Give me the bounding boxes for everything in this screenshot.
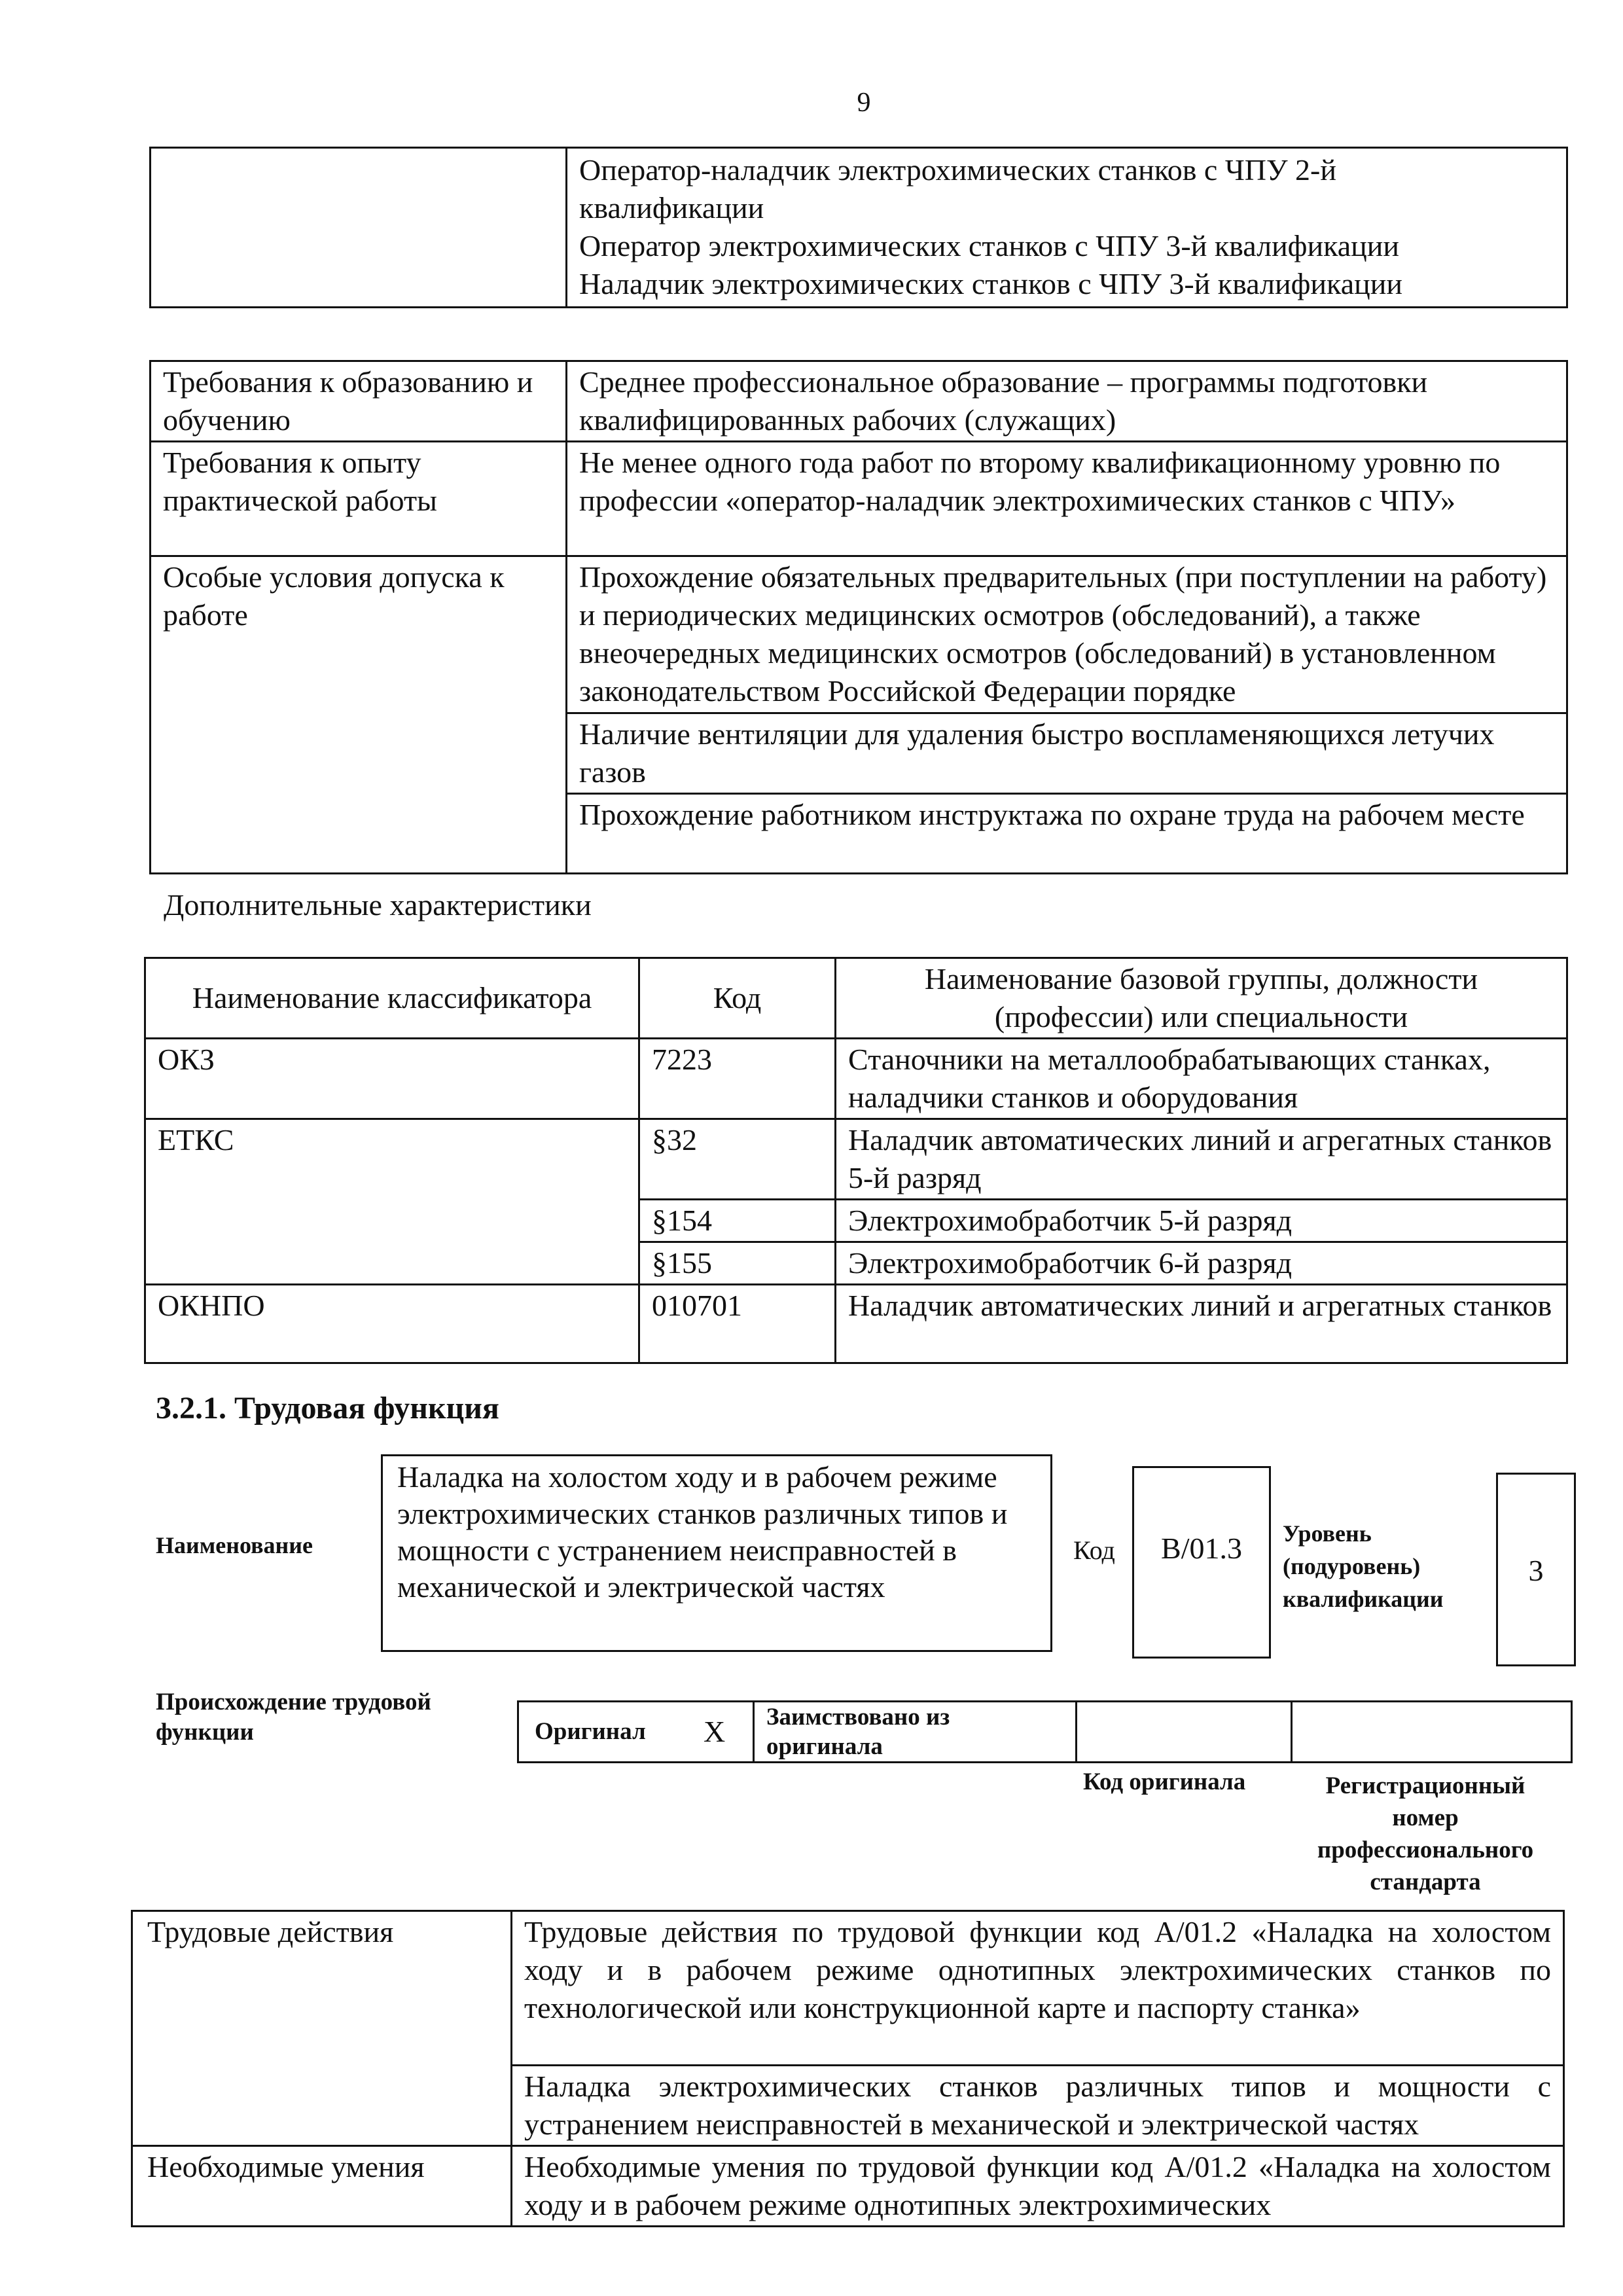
experience-value: Не менее одного года работ по второму квалификационному уровню по профессии «оператор-наладчик электрохимических станков с ЧПУ» <box>567 442 1567 556</box>
tf-level-label: Уровень (подуровень) квалификации <box>1283 1520 1444 1612</box>
origin-original-cell <box>519 1702 755 1761</box>
tf-level-value: 3 <box>1496 1473 1576 1666</box>
job-title-line: Оператор электрохимических станков с ЧПУ 3-й квалификации <box>579 229 1400 262</box>
origin-reg-cell <box>1293 1702 1571 1761</box>
qualification-table <box>149 147 1568 308</box>
col-header-description: Наименование базовой группы, должности (профессии) или специальности <box>836 958 1567 1039</box>
education-label: Требования к образованию и обучению <box>151 361 567 442</box>
skill: Необходимые умения по трудовой функции код А/01.2 «Наладка на холостом ходу и в рабочем режиме однотипных электрохимических <box>512 2146 1564 2227</box>
special-condition: Прохождение работником инструктажа по охране труда на рабочем месте <box>567 794 1567 874</box>
possible-job-titles <box>567 148 1567 308</box>
classifier-code: §32 <box>639 1119 836 1200</box>
education-value: Среднее профессиональное образование – программы подготовки квалифицированных рабочих (служащих) <box>567 361 1567 442</box>
classifier-description: Электрохимобработчик 6-й разряд <box>836 1242 1567 1285</box>
additional-characteristics-title: Дополнительные характеристики <box>164 888 592 922</box>
classifier-name: ЕТКС <box>145 1119 639 1285</box>
origin-label: Происхождение трудовой функции <box>156 1689 431 1746</box>
classifier-code: §155 <box>639 1242 836 1285</box>
labor-actions-label: Трудовые действия <box>132 1911 512 2146</box>
job-title-line: Оператор-наладчик электрохимических станков с ЧПУ 2-й <box>579 153 1336 187</box>
special-condition: Наличие вентиляции для удаления быстро воспламеняющихся летучих газов <box>567 713 1567 794</box>
tf-name-label: Наименование <box>156 1532 313 1558</box>
labor-action: Наладка электрохимических станков различных типов и мощности с устранением неисправностей в механической и электрической частях <box>512 2066 1564 2146</box>
classifier-table <box>144 957 1568 1364</box>
special-conditions-label: Особые условия допуска к работе <box>151 556 567 874</box>
classifier-description: Станочники на металлообрабатывающих станках, наладчики станков и оборудования <box>836 1039 1567 1119</box>
page-number: 9 <box>857 88 871 118</box>
job-title-line: квалификации <box>579 191 764 224</box>
classifier-code: 010701 <box>639 1285 836 1363</box>
job-title-line: Наладчик электрохимических станков с ЧПУ 3-й квалификации <box>579 267 1402 300</box>
requirements-table <box>149 360 1568 874</box>
tf-code-value: B/01.3 <box>1132 1466 1271 1659</box>
classifier-description: Наладчик автоматических линий и агрегатных станков 5-й разряд <box>836 1119 1567 1200</box>
classifier-name: ОКЗ <box>145 1039 639 1119</box>
special-condition: Прохождение обязательных предварительных (при поступлении на работу) и периодических медицинских осмотров (обследований), а также внеочередных медицинских осмотров (обследований) в установленном законодательством Российской Федерации порядке <box>567 556 1567 713</box>
origin-code-caption: Код оригинала <box>1083 1768 1246 1795</box>
empty-cell <box>151 148 567 308</box>
origin-borrowed-cell <box>755 1702 1077 1761</box>
origin-original-text: Оригинал <box>535 1718 646 1745</box>
origin-borrowed-text: Заимствовано из оригинала <box>766 1704 950 1760</box>
origin-code-cell <box>1077 1702 1293 1761</box>
experience-label: Требования к опыту практической работы <box>151 442 567 556</box>
col-header-code: Код <box>639 958 836 1039</box>
classifier-name: ОКНПО <box>145 1285 639 1363</box>
labor-action: Трудовые действия по трудовой функции код А/01.2 «Наладка на холостом ходу и в рабочем режиме однотипных электрохимических станков по технологической или конструкционной карте и паспорту станка» <box>512 1911 1564 2066</box>
origin-original-mark: X <box>704 1715 726 1748</box>
origin-table <box>517 1700 1573 1763</box>
col-header-classifier: Наименование классификатора <box>145 958 639 1039</box>
section-title: 3.2.1. Трудовая функция <box>156 1391 499 1426</box>
tf-name-value: Наладка на холостом ходу и в рабочем режиме электрохимических станков различных типов и мощности с устранением неисправностей в механической и электрической частях <box>381 1454 1052 1652</box>
classifier-code: 7223 <box>639 1039 836 1119</box>
origin-reg-caption: Регистрационный номер профессионального стандарта <box>1317 1772 1534 1895</box>
classifier-description: Электрохимобработчик 5-й разряд <box>836 1200 1567 1242</box>
labor-actions-table <box>131 1910 1565 2227</box>
tf-code-label: Код <box>1073 1535 1115 1565</box>
classifier-code: §154 <box>639 1200 836 1242</box>
classifier-description: Наладчик автоматических линий и агрегатных станков <box>836 1285 1567 1363</box>
skills-label: Необходимые умения <box>132 2146 512 2227</box>
